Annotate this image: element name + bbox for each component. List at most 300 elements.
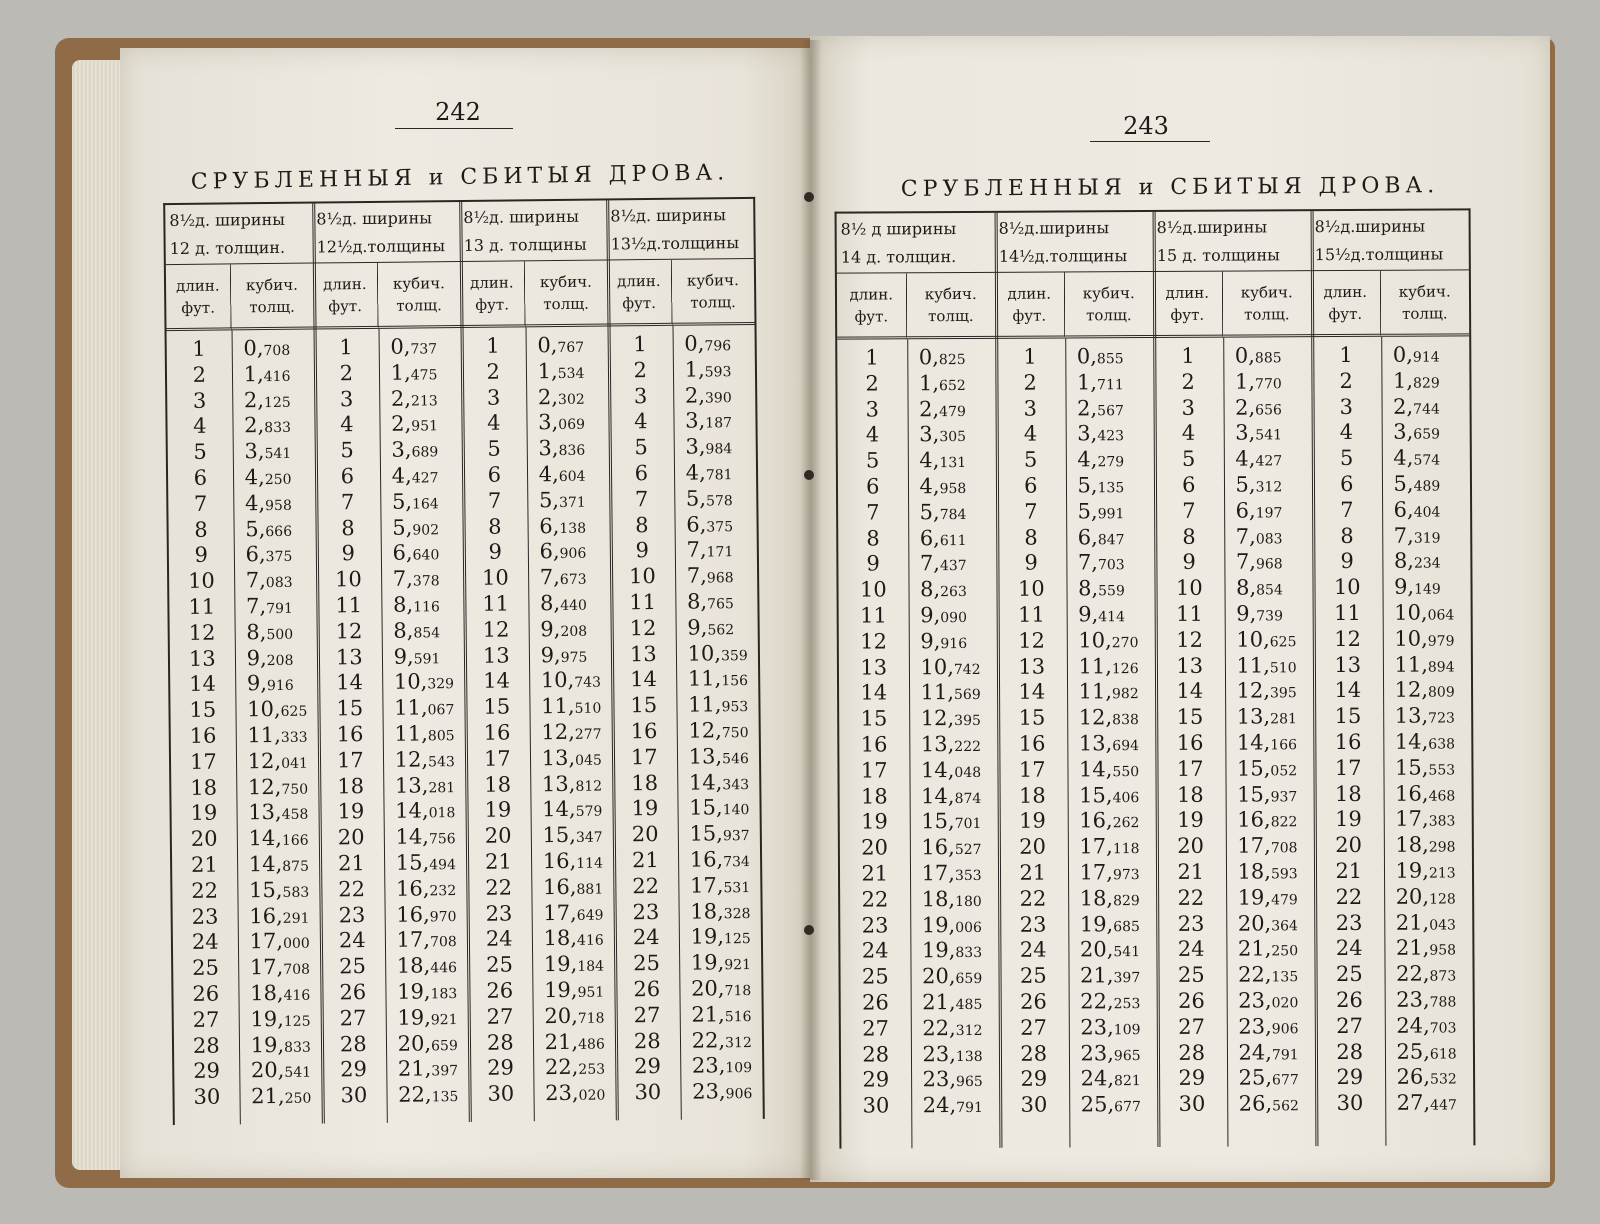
group-header-width: 8½д. ширины <box>169 209 286 231</box>
table-row <box>171 748 318 775</box>
table-row <box>1315 1013 1473 1040</box>
length-cell: 6 <box>487 462 502 487</box>
table-column-group <box>1311 210 1474 1146</box>
table-row <box>609 512 756 539</box>
length-cell: 8 <box>194 517 208 542</box>
length-cell: 18 <box>337 773 365 798</box>
length-cell: 28 <box>633 1028 661 1053</box>
length-cell: 25 <box>1177 962 1205 988</box>
table-row <box>609 486 756 513</box>
length-cell: 29 <box>862 1067 890 1092</box>
length-cell: 30 <box>1178 1091 1206 1116</box>
table-body <box>461 332 616 1107</box>
volume-cell: 6,375 <box>686 512 734 537</box>
table-row <box>461 332 608 359</box>
table-row <box>611 615 758 642</box>
length-cell: 29 <box>1020 1066 1048 1092</box>
table-row <box>838 525 996 552</box>
table-row <box>841 1093 999 1120</box>
length-cell: 18 <box>1334 781 1362 806</box>
volume-cell: 14,048 <box>920 757 982 782</box>
table-row <box>468 1055 615 1082</box>
table-row <box>998 834 1156 861</box>
length-cell: 9 <box>866 551 880 576</box>
table-row <box>999 1015 1157 1042</box>
table-row <box>321 1005 468 1032</box>
table-row <box>1155 704 1313 731</box>
volume-cell: 3,836 <box>538 436 586 461</box>
volume-cell: 18,180 <box>921 886 982 911</box>
table-row <box>167 336 314 363</box>
table-row <box>608 357 755 384</box>
volume-cell: 10,329 <box>393 669 455 695</box>
volume-cell: 15,701 <box>921 809 982 834</box>
table-row <box>840 809 998 836</box>
table-row <box>1312 523 1470 550</box>
volume-cell: 5,578 <box>685 486 733 511</box>
length-cell: 20 <box>337 825 365 850</box>
table-row <box>314 334 461 361</box>
volume-cell: 21,397 <box>397 1056 459 1082</box>
table-row <box>839 706 997 733</box>
volume-cell: 16,734 <box>689 847 751 872</box>
volume-cell: 2,744 <box>1393 394 1440 419</box>
volume-cell: 18,416 <box>543 926 604 951</box>
table-row <box>320 902 467 929</box>
length-cell: 23 <box>632 899 660 924</box>
length-cell: 6 <box>193 465 208 490</box>
table-row <box>173 955 320 982</box>
table-row <box>611 640 758 667</box>
volume-cell: 8,234 <box>1393 549 1441 574</box>
volume-cell: 7,319 <box>1393 523 1441 548</box>
volume-cell: 4,250 <box>244 465 292 490</box>
volume-cell: 23,109 <box>691 1053 753 1078</box>
table-row <box>615 1002 762 1029</box>
length-cell: 16 <box>1018 731 1046 756</box>
length-cell: 26 <box>192 981 220 1006</box>
volume-cell: 11,953 <box>688 692 749 717</box>
length-cell: 20 <box>631 822 659 847</box>
sub-header-length: длин. фут. <box>837 273 907 339</box>
length-cell: 10 <box>1017 576 1045 601</box>
length-cell: 7 <box>487 488 502 513</box>
length-cell: 2 <box>1023 370 1037 395</box>
table-row <box>840 783 998 810</box>
volume-cell: 15,937 <box>1237 781 1298 807</box>
table-row <box>838 396 996 423</box>
length-cell: 19 <box>631 796 659 821</box>
length-cell: 21 <box>190 852 218 877</box>
length-cell: 19 <box>861 809 888 834</box>
table-body <box>167 336 322 1111</box>
table-row <box>168 516 315 543</box>
table-row <box>174 1084 321 1111</box>
length-cell: 28 <box>862 1041 890 1067</box>
table-row <box>614 898 761 925</box>
volume-cell: 19,833 <box>250 1032 311 1057</box>
length-cell: 27 <box>486 1004 514 1029</box>
table-row <box>168 465 315 492</box>
volume-cell: 23,965 <box>1080 1040 1141 1065</box>
length-cell: 14 <box>483 668 511 694</box>
volume-cell: 3,541 <box>1235 420 1283 445</box>
volume-cell: 0,825 <box>918 345 966 370</box>
group-header-width: 8½д. ширины <box>463 206 580 227</box>
table-row <box>463 539 610 566</box>
volume-cell: 18,416 <box>250 980 311 1006</box>
volume-cell: 20,718 <box>690 976 752 1001</box>
volume-cell: 12,395 <box>1236 678 1297 703</box>
table-row <box>839 654 997 681</box>
length-cell: 14 <box>189 671 217 697</box>
length-cell: 10 <box>1333 575 1361 600</box>
group-header-thickness: 13 д. толщины <box>463 234 587 255</box>
volume-cell: 24,821 <box>1080 1066 1141 1091</box>
table-row <box>314 360 461 387</box>
table-row <box>611 666 758 693</box>
table-row <box>174 1006 321 1033</box>
table-row <box>1314 781 1472 808</box>
volume-cell: 13,458 <box>248 800 309 825</box>
table-row <box>467 900 614 927</box>
group-header-thickness: 12½д.толщины <box>316 236 446 257</box>
table-row <box>1155 627 1313 654</box>
volume-cell: 14,756 <box>395 824 456 849</box>
volume-cell: 12,809 <box>1394 677 1455 703</box>
length-cell: 25 <box>486 952 514 977</box>
table-row <box>614 976 761 1003</box>
length-cell: 23 <box>1177 911 1205 936</box>
volume-cell: 10,742 <box>920 654 981 679</box>
sub-header-volume: кубич. толщ. <box>524 260 607 327</box>
volume-cell: 22,312 <box>691 1027 752 1053</box>
volume-cell: 16,468 <box>1395 781 1456 806</box>
sub-header-length: длин. фут. <box>1311 271 1381 337</box>
length-cell: 9 <box>194 543 209 568</box>
group-header <box>837 213 995 274</box>
table-row <box>1155 653 1313 680</box>
binding-stitch <box>804 925 814 935</box>
table-row <box>1315 1039 1473 1066</box>
volume-cell: 5,164 <box>391 489 439 514</box>
table-column-group <box>1153 211 1319 1147</box>
table-row <box>837 371 995 398</box>
table-row <box>1154 446 1312 473</box>
length-cell: 5 <box>340 438 354 463</box>
table-row <box>997 628 1155 655</box>
length-cell: 19 <box>337 799 365 824</box>
length-cell: 29 <box>634 1054 662 1079</box>
length-cell: 21 <box>1019 860 1047 885</box>
volume-cell: 14,550 <box>1078 756 1140 782</box>
length-cell: 2 <box>1181 369 1195 394</box>
table-row <box>612 718 759 745</box>
table-row <box>1312 471 1470 498</box>
table-row <box>462 487 609 514</box>
length-cell: 27 <box>192 1007 220 1032</box>
group-header-width: 8½д. ширины <box>610 205 727 226</box>
length-cell: 16 <box>336 722 364 747</box>
length-cell: 1 <box>339 335 353 360</box>
table-row <box>468 1081 615 1108</box>
volume-cell: 4,604 <box>538 461 586 487</box>
table-row <box>1156 859 1314 886</box>
length-cell: 13 <box>860 654 888 680</box>
page-number-rule <box>1090 141 1210 142</box>
length-cell: 27 <box>862 1016 890 1041</box>
table-row <box>838 422 996 449</box>
length-cell: 17 <box>189 749 217 774</box>
volume-cell: 16,822 <box>1237 807 1298 832</box>
volume-cell: 7,703 <box>1077 550 1125 575</box>
table-row <box>1154 524 1312 551</box>
volume-cell: 5,135 <box>1077 473 1125 498</box>
length-cell: 26 <box>1336 987 1363 1012</box>
table-row <box>996 447 1154 474</box>
volume-cell: 17,531 <box>689 873 751 898</box>
table-row <box>318 721 465 748</box>
table-row <box>317 695 464 722</box>
table-row <box>841 1067 999 1094</box>
volume-cell: 21,043 <box>1395 910 1456 935</box>
length-cell: 5 <box>487 436 501 461</box>
table-row <box>462 461 609 488</box>
group-header <box>165 204 313 266</box>
table-right <box>835 208 1476 1148</box>
table-row <box>316 540 463 567</box>
volume-cell: 7,673 <box>539 565 587 590</box>
length-cell: 25 <box>861 964 889 989</box>
table-row <box>464 694 611 721</box>
volume-cell: 14,166 <box>1236 730 1298 755</box>
length-cell: 19 <box>1177 808 1204 833</box>
length-cell: 30 <box>193 1084 221 1109</box>
length-cell: 20 <box>861 835 889 860</box>
volume-cell: 17,000 <box>249 929 310 954</box>
volume-cell: 19,183 <box>397 979 458 1004</box>
volume-cell: 13,812 <box>541 771 603 796</box>
length-cell: 23 <box>1335 910 1363 935</box>
length-cell: 18 <box>860 783 888 809</box>
length-cell: 16 <box>483 720 511 745</box>
table-row <box>839 758 997 785</box>
table-row <box>839 732 997 759</box>
group-header-width: 8½д.ширины <box>1156 217 1268 237</box>
table-row <box>465 797 612 824</box>
volume-cell: 22,135 <box>1238 962 1299 987</box>
table-row <box>614 950 761 977</box>
table-body <box>1153 343 1315 1118</box>
length-cell: 12 <box>860 629 887 654</box>
length-cell: 9 <box>1024 550 1038 576</box>
table-row <box>612 769 759 796</box>
table-row <box>1154 498 1312 525</box>
table-row <box>1157 1065 1315 1092</box>
length-cell: 4 <box>340 412 354 437</box>
length-cell: 27 <box>633 1002 661 1027</box>
sub-header-volume: кубич. толщ. <box>1222 271 1311 337</box>
volume-cell: 4,279 <box>1077 447 1125 472</box>
length-cell: 12 <box>629 615 657 641</box>
table-row <box>321 1030 468 1057</box>
volume-cell: 20,541 <box>250 1058 312 1083</box>
volume-cell: 19,685 <box>1079 911 1140 936</box>
group-header-width: 8½д. ширины <box>316 208 433 229</box>
page-number-rule <box>395 128 513 129</box>
length-cell: 28 <box>1178 1040 1206 1065</box>
table-row <box>318 747 465 774</box>
length-cell: 15 <box>189 697 217 723</box>
book-gutter <box>800 40 822 1180</box>
length-cell: 4 <box>487 410 501 436</box>
length-cell: 24 <box>485 926 513 952</box>
volume-cell: 8,854 <box>1235 575 1283 600</box>
length-cell: 5 <box>1339 446 1354 471</box>
volume-cell: 2,951 <box>391 411 439 437</box>
table-row <box>997 705 1155 732</box>
length-cell: 21 <box>1335 858 1363 883</box>
sub-header-volume: кубич. толщ. <box>377 262 460 329</box>
volume-cell: 15,406 <box>1079 782 1140 807</box>
sub-header-length: длин. фут. <box>166 264 231 331</box>
sub-header-volume: кубич. толщ. <box>906 273 995 339</box>
length-cell: 21 <box>861 861 889 886</box>
volume-cell: 20,718 <box>544 1003 605 1028</box>
table-row <box>610 537 757 564</box>
volume-cell: 25,677 <box>1080 1092 1141 1117</box>
table-row <box>167 387 314 414</box>
table-row <box>318 798 465 825</box>
table-column-group <box>312 202 472 1124</box>
volume-cell: 23,138 <box>922 1041 983 1066</box>
volume-cell: 9,591 <box>393 644 441 669</box>
table-row <box>314 386 461 413</box>
table-row <box>317 669 464 696</box>
table-row <box>317 618 464 645</box>
length-cell: 8 <box>1024 525 1038 550</box>
length-cell: 12 <box>1334 626 1361 651</box>
table-row <box>998 937 1156 964</box>
length-cell: 7 <box>634 486 649 511</box>
group-header <box>459 200 607 262</box>
length-cell: 4 <box>193 414 207 439</box>
binding-stitch <box>804 470 814 480</box>
volume-cell: 0,796 <box>684 331 732 356</box>
length-cell: 29 <box>1336 1065 1364 1090</box>
length-cell: 17 <box>483 746 511 771</box>
table-row <box>838 551 996 578</box>
volume-cell: 5,371 <box>538 487 586 512</box>
volume-cell: 23,788 <box>1396 987 1457 1012</box>
table-column-group <box>995 212 1161 1148</box>
volume-cell: 8,500 <box>246 619 294 645</box>
table-row <box>613 847 760 874</box>
table-row <box>465 745 612 772</box>
length-cell: 19 <box>1335 807 1362 832</box>
length-cell: 6 <box>1339 471 1354 497</box>
volume-cell: 6,197 <box>1235 498 1283 523</box>
length-cell: 3 <box>486 385 501 410</box>
volume-cell: 5,902 <box>392 515 440 540</box>
volume-cell: 25,677 <box>1238 1065 1299 1090</box>
volume-cell: 11,126 <box>1078 653 1139 678</box>
length-cell: 22 <box>338 876 366 902</box>
length-cell: 1 <box>486 333 500 358</box>
length-cell: 11 <box>1017 602 1045 627</box>
table-row <box>1313 678 1471 705</box>
volume-cell: 0,914 <box>1392 342 1440 367</box>
length-cell: 13 <box>188 646 216 671</box>
table-row <box>609 460 756 487</box>
table-row <box>315 489 462 516</box>
length-cell: 3 <box>192 388 207 413</box>
length-cell: 14 <box>1018 679 1046 705</box>
volume-cell: 3,984 <box>685 434 733 459</box>
table-row <box>1314 961 1472 988</box>
length-cell: 7 <box>1024 499 1038 524</box>
length-cell: 11 <box>482 591 510 616</box>
length-cell: 6 <box>865 474 880 499</box>
volume-cell: 8,765 <box>686 589 734 614</box>
volume-cell: 15,494 <box>395 850 457 875</box>
length-cell: 3 <box>339 386 354 411</box>
volume-cell: 9,414 <box>1078 602 1126 627</box>
volume-cell: 7,083 <box>245 568 293 593</box>
length-cell: 14 <box>860 680 888 705</box>
length-cell: 2 <box>865 371 879 396</box>
volume-cell: 14,018 <box>395 798 456 824</box>
page-number-left: 242 <box>435 98 481 126</box>
table-row <box>1314 807 1472 834</box>
length-cell: 15 <box>630 693 658 718</box>
table-row <box>1155 730 1313 757</box>
table-row <box>167 361 314 388</box>
length-cell: 4 <box>634 409 648 434</box>
table-row <box>1313 755 1471 782</box>
volume-cell: 7,378 <box>392 566 440 591</box>
volume-cell: 1,829 <box>1392 368 1440 393</box>
volume-cell: 20,541 <box>1079 937 1141 962</box>
table-row <box>168 439 315 466</box>
group-header-thickness: 14½д.толщины <box>998 246 1128 266</box>
length-cell: 15 <box>860 706 888 731</box>
volume-cell: 17,649 <box>543 900 604 925</box>
sub-header-length: длин. фут. <box>607 260 672 327</box>
table-row <box>1314 858 1472 885</box>
table-row <box>315 437 462 464</box>
volume-cell: 11,510 <box>541 694 602 719</box>
volume-cell: 19,833 <box>921 938 983 963</box>
volume-cell: 0,855 <box>1076 344 1124 369</box>
table-row <box>839 680 997 707</box>
table-body <box>608 331 763 1106</box>
table-body <box>995 344 1157 1119</box>
length-cell: 27 <box>1336 1013 1364 1038</box>
length-cell: 14 <box>630 667 658 692</box>
length-cell: 14 <box>336 670 364 695</box>
table-row <box>464 616 611 643</box>
length-cell: 20 <box>190 826 218 852</box>
table-row <box>466 874 613 901</box>
length-cell: 5 <box>1023 447 1038 472</box>
volume-cell: 13,281 <box>394 772 456 798</box>
length-cell: 5 <box>634 435 648 460</box>
table-row <box>615 1027 762 1054</box>
volume-cell: 9,208 <box>540 616 588 641</box>
length-cell: 26 <box>1178 988 1205 1013</box>
table-row <box>996 421 1154 448</box>
